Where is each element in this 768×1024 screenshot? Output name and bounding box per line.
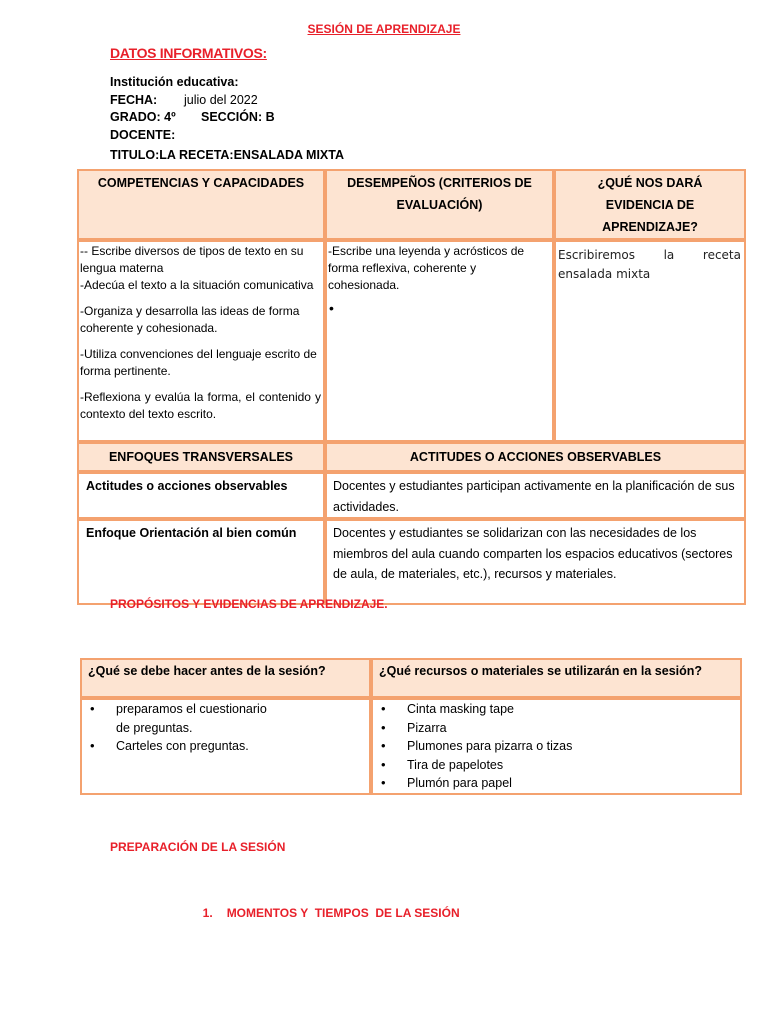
evidencia-text: Escribiremos la receta ensalada mixta	[558, 248, 741, 281]
antes-item: • Carteles con preguntas.	[116, 737, 279, 756]
desempeno-text: -Escribe una leyenda y acrósticos de forma reflexiva, coherente y cohesionada.	[328, 244, 525, 292]
recurso-item: • Tira de papelotes	[407, 756, 740, 775]
header-competencias: COMPETENCIAS Y CAPACIDADES	[77, 169, 325, 240]
recursos-cell	[371, 698, 742, 795]
propositos-heading: PROPÓSITOS Y EVIDENCIAS DE APRENDIZAJE.	[110, 597, 388, 611]
momentos-heading	[196, 892, 460, 920]
preparacion-heading: PREPARACIÓN DE LA SESIÓN	[110, 840, 286, 854]
header-antes: ¿Qué se debe hacer antes de la sesión?	[80, 658, 371, 698]
bullet-marker: •	[329, 300, 334, 316]
competencias-table	[77, 169, 746, 605]
titulo-label: TITULO:	[110, 148, 160, 162]
grado-line	[110, 110, 275, 124]
header-actitudes: ACTITUDES O ACCIONES OBSERVABLES	[325, 442, 746, 472]
grado-label: GRADO: 4º	[110, 110, 176, 124]
competencias-cell	[77, 240, 325, 442]
desempenos-cell	[325, 240, 554, 442]
titulo-value: LA RECETA:ENSALADA MIXTA	[159, 148, 345, 162]
seccion-label: SECCIÓN: B	[201, 110, 275, 124]
enfoque-row-text: Docentes y estudiantes participan activamente en la planificación de sus actividades.	[325, 472, 746, 519]
header-recursos: ¿Qué recursos o materiales se utilizarán en la sesión?	[371, 658, 742, 698]
enfoque-row-label: Actitudes o acciones observables	[77, 472, 325, 519]
enfoque-row-label: Enfoque Orientación al bien común	[77, 519, 325, 605]
evidencia-cell	[554, 240, 746, 442]
antes-cell	[80, 698, 371, 795]
antes-item: • preparamos el cuestionario de preguntas.	[116, 700, 279, 737]
competencia-item: -Organiza y desarrolla las ideas de forma coherente y cohesionada.	[80, 304, 300, 335]
recurso-item: • Plumones para pizarra o tizas	[407, 737, 740, 756]
momentos-title: MOMENTOS Y TIEMPOS DE LA SESIÓN	[226, 906, 460, 920]
competencia-item: -Adecúa el texto a la situación comunicativa	[80, 278, 314, 292]
header-enfoques: ENFOQUES TRANSVERSALES	[77, 442, 325, 472]
recurso-item: • Pizarra	[407, 719, 740, 738]
datos-informativos-heading: DATOS INFORMATIVOS:	[110, 45, 267, 61]
page-title: SESIÓN DE APRENDIZAJE	[307, 22, 461, 36]
recursos-table	[80, 658, 742, 795]
header-evidencia: ¿QUÉ NOS DARÁ EVIDENCIA DE APRENDIZAJE?	[554, 169, 746, 240]
competencia-item: -- Escribe diversos de tipos de texto en su lengua materna	[80, 244, 304, 275]
fecha-value: julio del 2022	[184, 93, 258, 107]
titulo-line	[110, 148, 344, 162]
competencia-item: -Utiliza convenciones del lenguaje escrito de forma pertinente.	[80, 347, 317, 378]
fecha-label: FECHA:	[110, 93, 158, 107]
enfoque-row-text: Docentes y estudiantes se solidarizan con las necesidades de los miembros del aula cuando comparten los espacios educativos (sectores de aula, de materiales, etc.), recursos y materiales.	[325, 519, 746, 605]
momentos-number: 1.	[202, 906, 213, 920]
institucion-label: Institución educativa:	[110, 75, 239, 89]
docente-label: DOCENTE:	[110, 128, 176, 142]
header-desempenos: DESEMPEÑOS (CRITERIOS DE EVALUACIÓN)	[325, 169, 554, 240]
fecha-line	[110, 93, 258, 107]
recurso-item: • Cinta masking tape	[407, 700, 740, 719]
recurso-item: • Plumón para papel	[407, 774, 740, 793]
competencia-item: -Reflexiona y evalúa la forma, el contenido y contexto del texto escrito.	[80, 390, 321, 421]
